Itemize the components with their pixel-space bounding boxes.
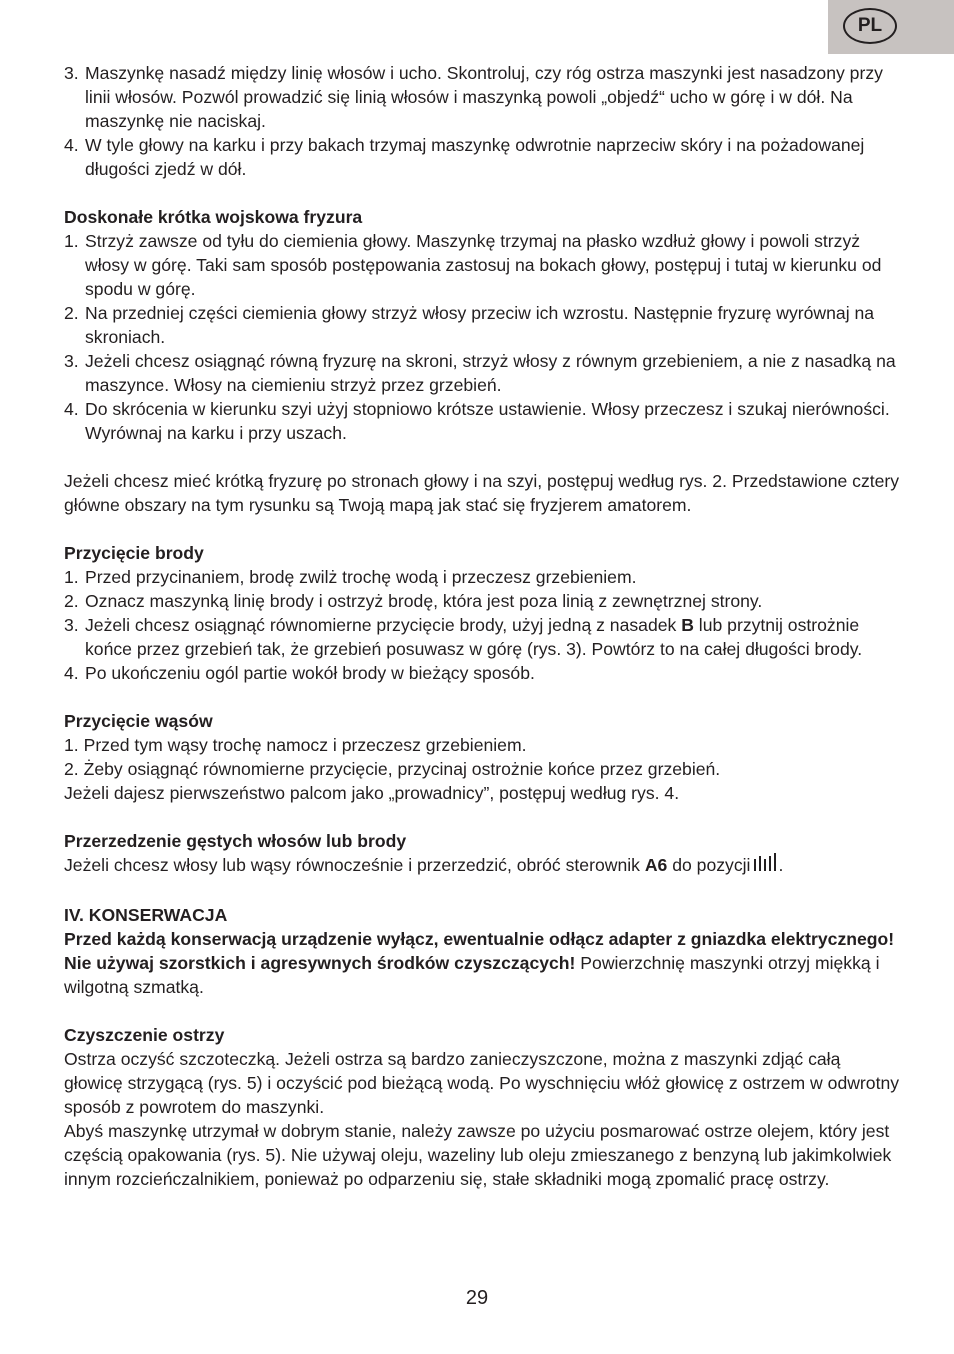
mustache-list [64, 733, 900, 805]
list-number: 1. [64, 735, 79, 755]
list-number: 2. [64, 591, 79, 611]
list-text: Jeżeli chcesz osiągnąć równomierne przycięcie brody, użyj jedną z nasadek [85, 615, 682, 635]
list-text: Na przedniej części ciemienia głowy strzyż włosy przeciw ich wzrostu. Następnie fryzurę wyrównaj na skroniach. [85, 303, 875, 347]
list-text: Strzyż zawsze od tyłu do ciemienia głowy. Maszynkę trzymaj na płasko wzdłuż głowy i powoli strzyż włosy w górę. Taki sam sposób postępowania zastosuj na bokach głowy, postępuj i tutaj w kierunku od spodu w górę. [85, 231, 882, 299]
thinning-text: do pozycji [667, 855, 751, 875]
list-item [64, 613, 900, 661]
list-item [64, 349, 900, 397]
maintenance-warning: Przed każdą konserwacją urządzenie wyłącz, ewentualnie odłącz adapter z gniazdka elektrycznego! Nie używaj szorstkich i agresywnych środków czyszczących! [64, 929, 895, 973]
list-number: 1. [64, 567, 79, 587]
list-number: 2. [64, 759, 79, 779]
list-item [64, 133, 900, 181]
short-haircut-paragraph: Jeżeli chcesz mieć krótką fryzurę po stronach głowy i na szyi, postępuj według rys. 2. Przedstawione cztery główne obszary na tym rysunku są Twoją mapą jak stać się fryzjerem amatorem. [64, 471, 900, 515]
heading-thinning: Przerzedzenie gęstych włosów lub brody [64, 831, 407, 851]
thinning-paragraph [64, 853, 900, 879]
list-text: Maszynkę nasadź między linię włosów i ucho. Skontroluj, czy róg ostrza maszynki jest nasadzony przy linii włosów. Pozwól prowadzić się linią włosów i maszynką powoli „objedź“ ucho w górę i w dół. Na maszynkę nie naciskaj. [85, 63, 883, 131]
list-item [64, 565, 900, 589]
list-item [64, 61, 900, 133]
attachment-label: B [681, 615, 694, 635]
page-number: 29 [465, 1287, 489, 1309]
heading-beard-trim: Przycięcie brody [64, 543, 204, 563]
list-text: Przed tym wąsy trochę namocz i przeczesz grzebieniem. [83, 735, 527, 755]
language-tab [828, 0, 954, 54]
mustache-note: Jeżeli dajesz pierwszeństwo palcom jako „prowadnicy”, postępuj według rys. 4. [64, 783, 680, 803]
list-text: Przed przycinaniem, brodę zwilż trochę wodą i przeczesz grzebieniem. [85, 567, 637, 587]
list-text: Do skrócenia w kierunku szyi użyj stopniowo krótsze ustawienie. Włosy przeczesz i szukaj nierówności. Wyrównaj na karku i przy uszach. [85, 399, 890, 443]
thinning-comb-icon [752, 853, 778, 879]
list-text: Jeżeli chcesz osiągnąć równą fryzurę na skroni, strzyż włosy z równym grzebieniem, a nie z nasadką na maszynce. Włosy na ciemieniu strzyż przez grzebień. [85, 351, 896, 395]
list-number: 3. [64, 63, 79, 83]
list-text: Żeby osiągnąć równomierne przycięcie, przycinaj ostrożnie końce przez grzebień. [83, 759, 721, 779]
list-item [64, 757, 900, 781]
list-text: Oznacz maszynką linię brody i ostrzyż brodę, która jest poza linią z zewnętrznej strony. [85, 591, 763, 611]
heading-maintenance: IV. KONSERWACJA [64, 905, 228, 925]
cleaning-paragraph-1: Ostrza oczyść szczoteczką. Jeżeli ostrza są bardzo zanieczyszczone, można z maszynki zdjąć całą głowicę strzygącą (rys. 5) i oczyścić pod bieżącą wodą. Po wyschnięciu włóż głowicę z ostrzem w odwrotny sposób z powrotem do maszynki. [64, 1049, 900, 1117]
control-label: A6 [644, 855, 668, 875]
beard-list [64, 565, 900, 685]
heading-military-haircut: Doskonałe krótka wojskowa fryzura [64, 207, 363, 227]
list-number: 2. [64, 303, 79, 323]
list-item [64, 733, 900, 757]
maintenance-paragraph [64, 927, 900, 999]
language-badge: PL [843, 8, 897, 44]
heading-blade-cleaning: Czyszczenie ostrzy [64, 1025, 225, 1045]
list-number: 4. [64, 399, 79, 419]
heading-mustache-trim: Przycięcie wąsów [64, 711, 213, 731]
list-number: 4. [64, 135, 79, 155]
list-item [64, 661, 900, 685]
list-text: W tyle głowy na karku i przy bakach trzymaj maszynkę odwrotnie naprzeciw skóry i na pożadowanej długości zjedź w dół. [85, 135, 865, 179]
thinning-text-end: . [778, 855, 784, 875]
list-number: 1. [64, 231, 79, 251]
list-number: 3. [64, 351, 79, 371]
list-item [64, 589, 900, 613]
list-text: Po ukończeniu ogól partie wokół brody w bieżący sposób. [85, 663, 535, 683]
military-list [64, 229, 900, 445]
list-item [64, 229, 900, 301]
list-item [64, 301, 900, 349]
list-number: 4. [64, 663, 79, 683]
maintenance-text: Powierzchnię maszynki otrzyj miękką i wilgotną szmatką. [64, 953, 880, 997]
list-item [64, 397, 900, 445]
page-content [64, 61, 900, 1191]
cleaning-paragraph-2: Abyś maszynkę utrzymał w dobrym stanie, należy zawsze po użyciu posmarować ostrze olejem, który jest częścią opakowania (rys. 5). Nie używaj oleju, wazeliny lub oleju zmieszanego z benzyną lub jakimkolwiek innym rozcieńczalnikiem, ponieważ po odparzeniu się, stałe składniki mogą zpomalić pracę ostrzy. [64, 1121, 892, 1189]
section-continued-list [64, 61, 900, 181]
list-text: lub przytnij ostrożnie końce przez grzebień tak, że grzebień posuwasz w górę (rys. 3). Powtórz to na całej długości brody. [85, 615, 863, 659]
thinning-text: Jeżeli chcesz włosy lub wąsy równocześnie i przerzedzić, obróć sterownik [64, 855, 645, 875]
list-number: 3. [64, 615, 79, 635]
